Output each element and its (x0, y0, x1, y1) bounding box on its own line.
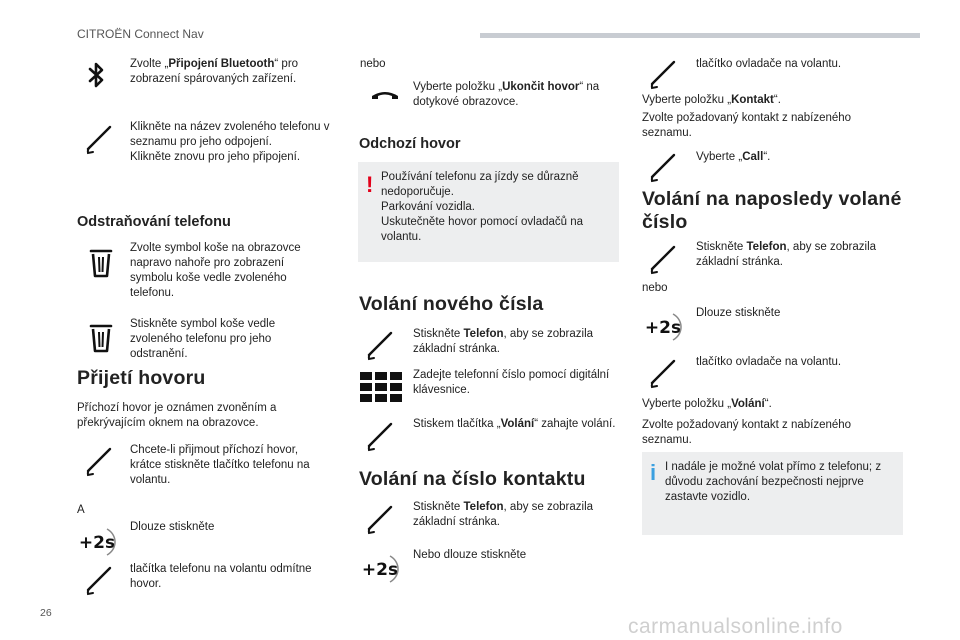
touch-icon (365, 328, 399, 362)
recent-press-step: Stiskněte Telefon, aby se zobrazila základní stránka. (696, 241, 877, 268)
long-press-label: Dlouze stiskněte (130, 521, 215, 533)
header-title: CITROËN Connect Nav (77, 27, 204, 41)
long-press-label: Dlouze stiskněte (696, 307, 781, 319)
receive-heading: Přijetí hovoru (77, 367, 206, 389)
trash-icon (84, 245, 118, 279)
choose-contact-step: Zvolte požadovaný kontakt z nabízeného seznamu. (642, 112, 852, 139)
select-volani-step: Vyberte položku „Volání“. (642, 398, 772, 410)
keypad-icon (360, 372, 402, 402)
svg-text:+2s: +2s (78, 533, 116, 553)
receive-intro: Příchozí hovor je oznámen zvoněním a překrývajícím oknem na obrazovce. (77, 402, 277, 429)
touch-icon (365, 419, 399, 453)
remove-step-1: Zvolte symbol koše na obrazovce napravo nahoře pro zobrazení symbolu koše vedle zvoleného telefonu. (130, 242, 301, 299)
warning-note (358, 162, 619, 262)
touch-icon (84, 122, 118, 156)
reject-step: tlačítka telefonu na volantu odmítne hovor. (130, 563, 312, 590)
long-press-2s-icon (76, 525, 118, 559)
warning-icon: ! (366, 172, 374, 197)
page-number: 26 (40, 607, 52, 619)
and-label: A (77, 504, 85, 516)
press-telefon-step: Stiskněte Telefon, aby se zobrazila základní stránka. (413, 328, 594, 355)
warning-line: Používání telefonu za jízdy se důrazně nedoporučuje. (381, 171, 579, 198)
touch-icon (648, 242, 682, 276)
bluetooth-step: Zvolte „Připojení Bluetooth“ pro zobrazení spárovaných zařízení. (130, 58, 299, 85)
remove-heading: Odstraňování telefonu (77, 214, 231, 230)
choose-contact-step: Zvolte požadovaný kontakt z nabízeného seznamu. (642, 419, 852, 446)
recent-heading: Volání na naposledy volané číslo (642, 188, 902, 233)
long-press-2s-icon (359, 552, 401, 586)
outgoing-heading: Odchozí hovor (359, 136, 461, 152)
wheel-button-text: tlačítko ovladače na volantu. (696, 356, 842, 368)
info-note (642, 452, 903, 535)
touch-icon (84, 444, 118, 478)
end-call-icon (368, 79, 402, 113)
bluetooth-icon (79, 58, 113, 92)
touch-icon (648, 150, 682, 184)
or-label: nebo (642, 282, 668, 294)
info-note-text: I nadále je možné volat přímo z telefonu; z důvodu zachování bezpečnosti nejprve zastavte vozidlo. (665, 461, 882, 503)
touch-icon (648, 356, 682, 390)
call-step: Stiskem tlačítka „Volání“ zahajte volání. (413, 418, 616, 430)
header-bar (480, 33, 920, 38)
touch-icon (84, 563, 118, 597)
dial-step: Zadejte telefonní číslo pomocí digitální klávesnice. (413, 369, 610, 396)
or-label: nebo (360, 58, 386, 70)
warning-line: Parkování vozidla. (381, 201, 475, 213)
disconnect-step: Klikněte na název zvoleného telefonu v seznamu pro jeho odpojení. Klikněte znovu pro jeho připojení. (130, 121, 330, 163)
warning-line: Uskutečněte hovor pomocí ovladačů na volantu. (381, 216, 584, 243)
select-call-step: Vyberte „Call“. (696, 151, 771, 163)
new-number-heading: Volání nového čísla (359, 293, 544, 315)
remove-step-2: Stiskněte symbol koše vedle zvoleného telefonu pro jeho odstranění. (130, 318, 276, 360)
svg-text:+2s: +2s (361, 560, 399, 580)
svg-text:+2s: +2s (644, 318, 682, 338)
info-icon: i (650, 460, 657, 485)
end-call-step: Vyberte položku „Ukončit hovor“ na dotykové obrazovce. (413, 81, 600, 108)
or-long-press-label: Nebo dlouze stiskněte (413, 549, 527, 561)
contact-press-step: Stiskněte Telefon, aby se zobrazila základní stránka. (413, 501, 594, 528)
select-kontakt-step: Vyberte položku „Kontakt“. (642, 94, 781, 106)
trash-icon (84, 320, 118, 354)
long-press-2s-icon (642, 310, 684, 344)
touch-icon (648, 57, 682, 91)
wheel-button-text: tlačítko ovladače na volantu. (696, 58, 842, 70)
receive-step: Chcete-li přijmout příchozí hovor, krátce stiskněte tlačítko telefonu na volantu. (130, 444, 310, 486)
watermark: carmanualsonline.info (628, 615, 843, 638)
contact-heading: Volání na číslo kontaktu (359, 468, 586, 490)
touch-icon (365, 502, 399, 536)
